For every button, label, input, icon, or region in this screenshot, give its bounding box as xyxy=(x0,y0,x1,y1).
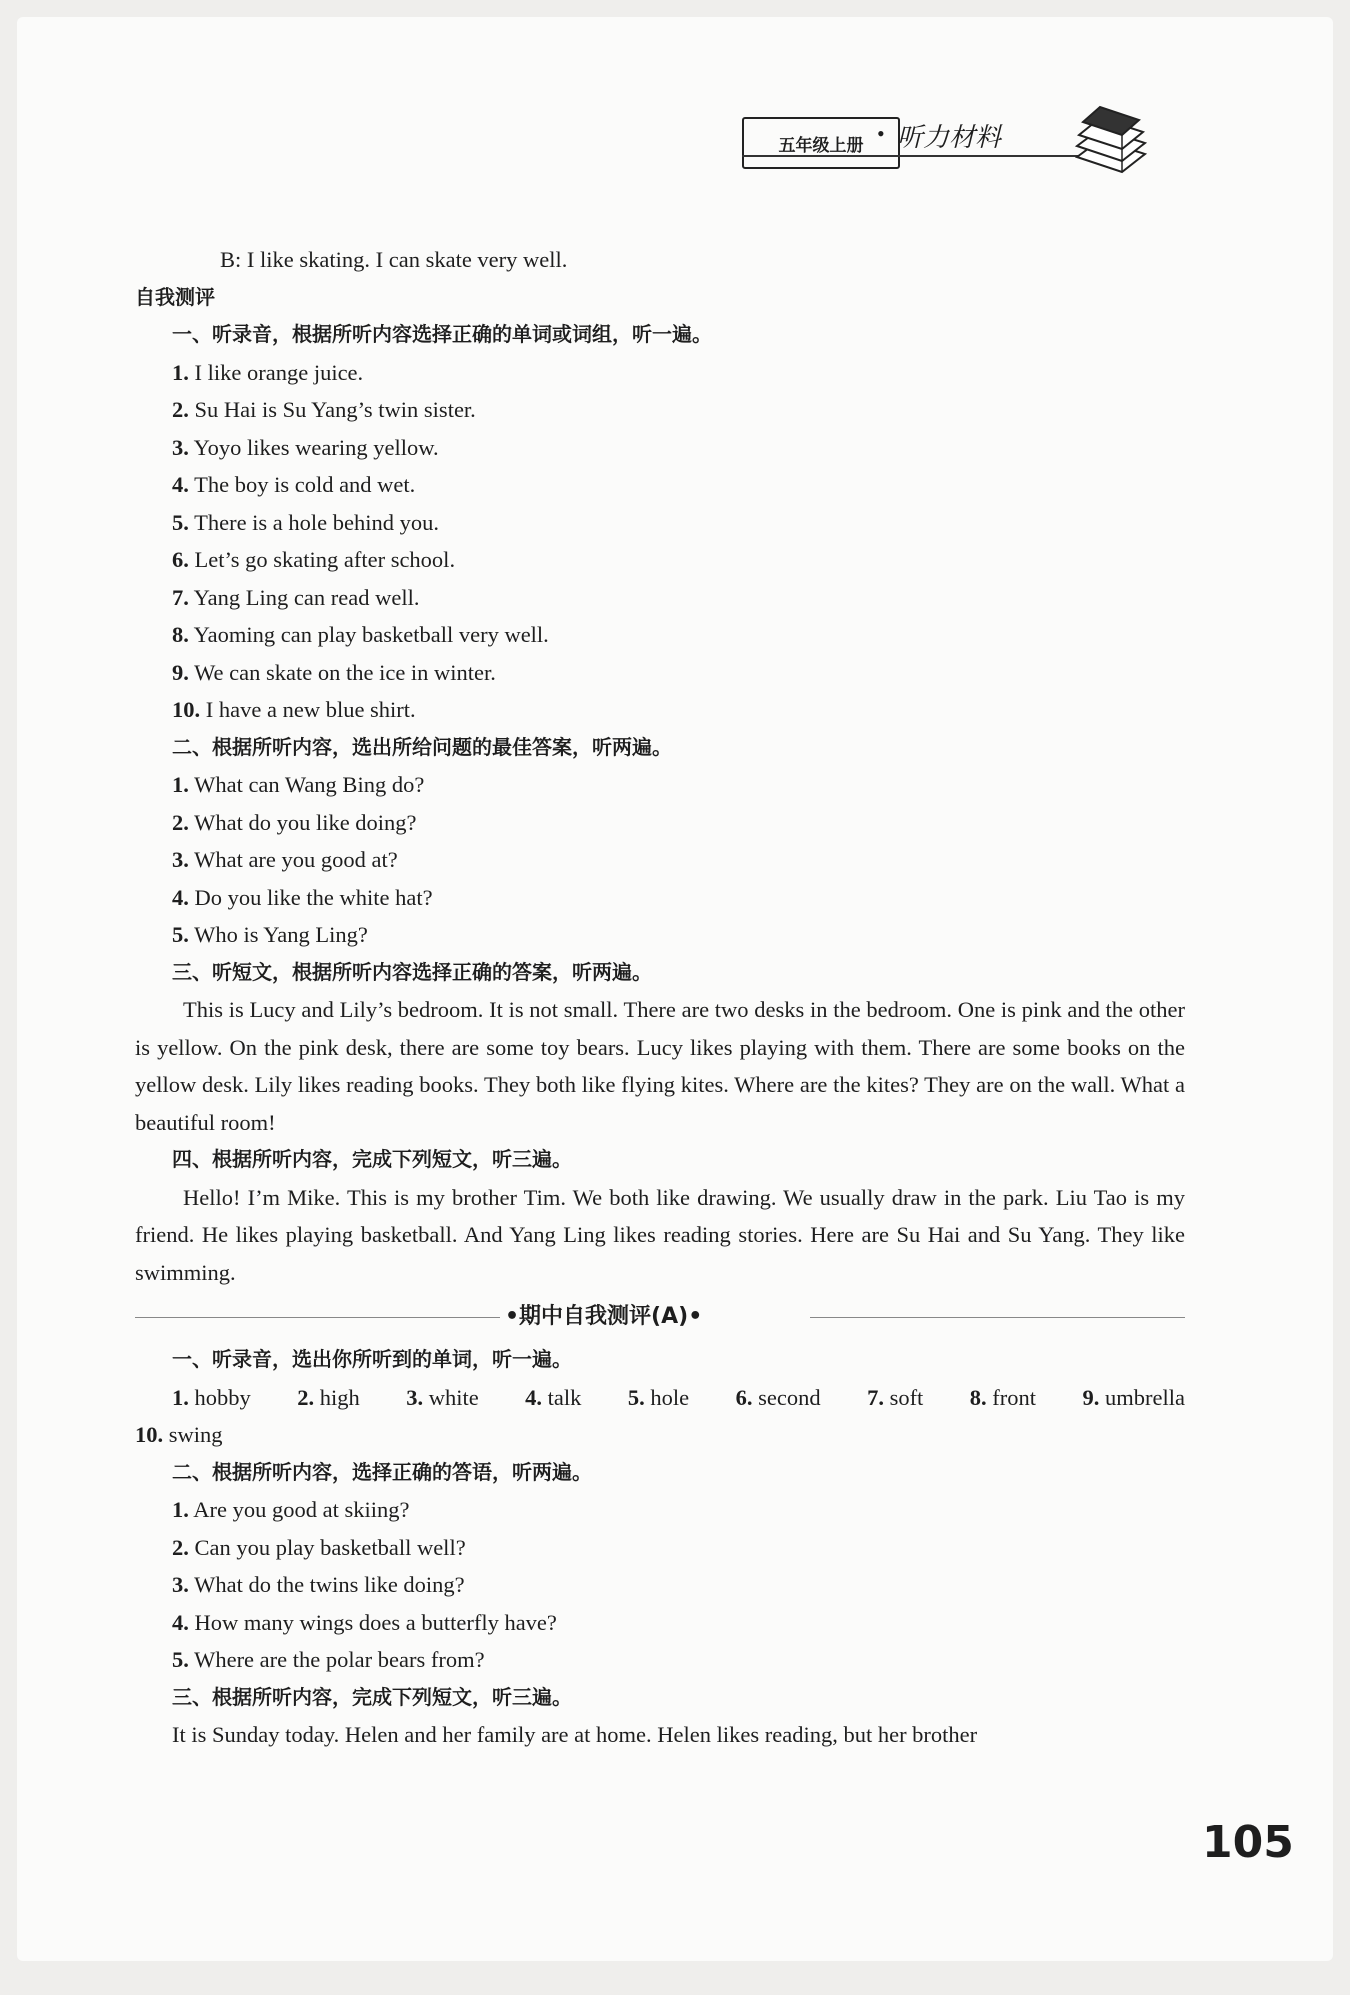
midterm-separator xyxy=(135,1297,1185,1337)
s2-heading: 二、根据所听内容，选出所给问题的最佳答案，听两遍。 xyxy=(172,734,672,759)
m3-passage: It is Sunday today. Helen and her family are at home. Helen likes reading, but her brother xyxy=(172,1722,978,1747)
list-item xyxy=(135,1529,1185,1567)
page-content xyxy=(135,241,1185,1754)
item-number: 5. xyxy=(172,509,189,535)
s2-list xyxy=(135,766,1185,954)
list-item xyxy=(135,504,1185,542)
item-number: 2. xyxy=(172,1534,189,1560)
separator-rule-right xyxy=(810,1317,1185,1318)
s3-passage: This is Lucy and Lily’s bedroom. It is not small. There are two desks in the bedroom. One is pink and the other is yellow. On the pink desk, there are some toy bears. Lucy likes playing with them. There are some books on the yellow desk. Lily likes reading books. They both like flying kites. Where are the kites? They are on the wall. What a beautiful room! xyxy=(135,997,1185,1135)
list-item xyxy=(135,879,1185,917)
item-text: What do the twins like doing? xyxy=(194,1572,465,1597)
item-text: Yoyo likes wearing yellow. xyxy=(193,434,439,460)
word-option xyxy=(1083,1379,1185,1417)
list-item xyxy=(135,466,1185,504)
word-option xyxy=(525,1379,581,1417)
word-text: second xyxy=(758,1384,821,1410)
item-text: How many wings does a butterfly have? xyxy=(194,1609,557,1635)
word-text: high xyxy=(319,1384,360,1410)
m1-last-word xyxy=(135,1416,1185,1454)
grade-label: 五年级上册 xyxy=(742,117,900,169)
item-text: Who is Yang Ling? xyxy=(194,922,368,947)
word-option xyxy=(867,1379,923,1417)
header-rule xyxy=(742,155,1122,157)
item-number: 9. xyxy=(172,659,189,685)
dialog-line: B: I like skating. I can skate very well. xyxy=(220,247,568,272)
list-item xyxy=(135,616,1185,654)
word-option xyxy=(736,1379,821,1417)
word-text: white xyxy=(428,1384,479,1410)
item-number: 3. xyxy=(172,1572,189,1597)
page-number: 105 xyxy=(1202,1817,1294,1868)
item-number: 4. xyxy=(172,472,189,497)
word-number: 8. xyxy=(969,1384,987,1410)
m2-list xyxy=(135,1491,1185,1679)
word-number: 9. xyxy=(1082,1384,1100,1410)
item-text: I like orange juice. xyxy=(194,359,364,385)
item-text: There is a hole behind you. xyxy=(194,509,440,535)
word-number: 4. xyxy=(525,1384,543,1410)
word-number: 5. xyxy=(627,1384,645,1410)
item-text: Yaoming can play basketball very well. xyxy=(193,622,549,647)
m1-word-list xyxy=(135,1379,1185,1417)
item-text: Yang Ling can read well. xyxy=(193,584,420,610)
item-text: We can skate on the ice in winter. xyxy=(194,659,496,685)
item-text: Can you play basketball well? xyxy=(194,1534,466,1560)
word-text: talk xyxy=(547,1384,582,1410)
item-text: Su Hai is Su Yang’s twin sister. xyxy=(194,397,476,422)
word-option xyxy=(628,1379,689,1417)
item-number: 2. xyxy=(172,397,189,422)
item-text: Where are the polar bears from? xyxy=(194,1647,485,1672)
list-item xyxy=(135,541,1185,579)
list-item xyxy=(135,1641,1185,1679)
list-item xyxy=(135,1604,1185,1642)
list-item xyxy=(135,429,1185,467)
item-number: 5. xyxy=(172,1647,189,1672)
s1-heading: 一、听录音，根据所听内容选择正确的单词或词组，听一遍。 xyxy=(172,322,712,346)
m1-heading: 一、听录音，选出你所听到的单词，听一遍。 xyxy=(172,1347,572,1371)
midterm-title: •期中自我测评(A)• xyxy=(505,1304,703,1329)
item-number: 3. xyxy=(172,434,189,460)
list-item xyxy=(135,654,1185,692)
item-number: 1. xyxy=(172,1497,189,1522)
item-number: 6. xyxy=(172,547,189,572)
list-item xyxy=(135,916,1185,954)
list-item xyxy=(135,766,1185,804)
m3-heading: 三、根据所听内容，完成下列短文，听三遍。 xyxy=(172,1684,572,1709)
books-icon xyxy=(1067,102,1147,182)
section-heading: 自我测评 xyxy=(135,284,215,309)
s3-heading: 三、听短文，根据所听内容选择正确的答案，听两遍。 xyxy=(172,959,652,984)
item-text: The boy is cold and wet. xyxy=(194,472,416,497)
item-number: 4. xyxy=(172,1609,189,1635)
item-text: What can Wang Bing do? xyxy=(194,772,425,797)
word-option xyxy=(970,1379,1036,1417)
word-option xyxy=(406,1379,479,1417)
word-number: 2. xyxy=(297,1384,315,1410)
word-number: 6. xyxy=(735,1384,753,1410)
word-text: swing xyxy=(168,1422,223,1447)
s1-list xyxy=(135,354,1185,729)
list-item xyxy=(135,1566,1185,1604)
item-number: 2. xyxy=(172,809,189,835)
word-text: front xyxy=(992,1384,1037,1410)
item-number: 1. xyxy=(172,772,189,797)
list-item xyxy=(135,391,1185,429)
word-number: 1. xyxy=(172,1384,189,1410)
s4-passage: Hello! I’m Mike. This is my brother Tim. We both like drawing. We usually draw in the park. Liu Tao is my friend. He likes playing basketball. And Yang Ling likes reading stories. Here are Su Hai and Su Yang. They like swimming. xyxy=(135,1184,1185,1285)
page xyxy=(17,17,1333,1961)
list-item xyxy=(135,691,1185,729)
word-number: 7. xyxy=(867,1384,884,1410)
item-text: Do you like the white hat? xyxy=(194,884,433,910)
item-text: What do you like doing? xyxy=(194,809,417,835)
item-text: Are you good at skiing? xyxy=(193,1497,410,1522)
item-text: Let’s go skating after school. xyxy=(194,547,456,572)
list-item xyxy=(135,841,1185,879)
header-title: 听力材料 xyxy=(897,123,1002,153)
item-number: 1. xyxy=(172,359,189,385)
m2-heading: 二、根据所听内容，选择正确的答语，听两遍。 xyxy=(172,1459,592,1484)
list-item xyxy=(135,354,1185,392)
item-number: 8. xyxy=(172,622,189,647)
item-number: 7. xyxy=(172,584,189,610)
word-text: umbrella xyxy=(1105,1384,1185,1410)
word-number: 3. xyxy=(406,1384,424,1410)
header-dot: • xyxy=(877,121,885,146)
list-item xyxy=(135,1491,1185,1529)
word-text: hobby xyxy=(194,1384,251,1410)
word-number: 10. xyxy=(135,1422,164,1447)
word-text: soft xyxy=(889,1384,924,1410)
list-item xyxy=(135,579,1185,617)
item-text: I have a new blue shirt. xyxy=(205,697,416,722)
item-number: 4. xyxy=(172,884,189,910)
item-text: What are you good at? xyxy=(194,847,398,872)
item-number: 10. xyxy=(172,697,201,722)
item-number: 5. xyxy=(172,922,189,947)
s4-heading: 四、根据所听内容，完成下列短文，听三遍。 xyxy=(172,1147,572,1171)
word-text: hole xyxy=(650,1384,690,1410)
list-item xyxy=(135,804,1185,842)
item-number: 3. xyxy=(172,847,189,872)
word-option xyxy=(297,1379,360,1417)
separator-rule-left xyxy=(135,1317,500,1318)
word-option xyxy=(172,1379,251,1417)
